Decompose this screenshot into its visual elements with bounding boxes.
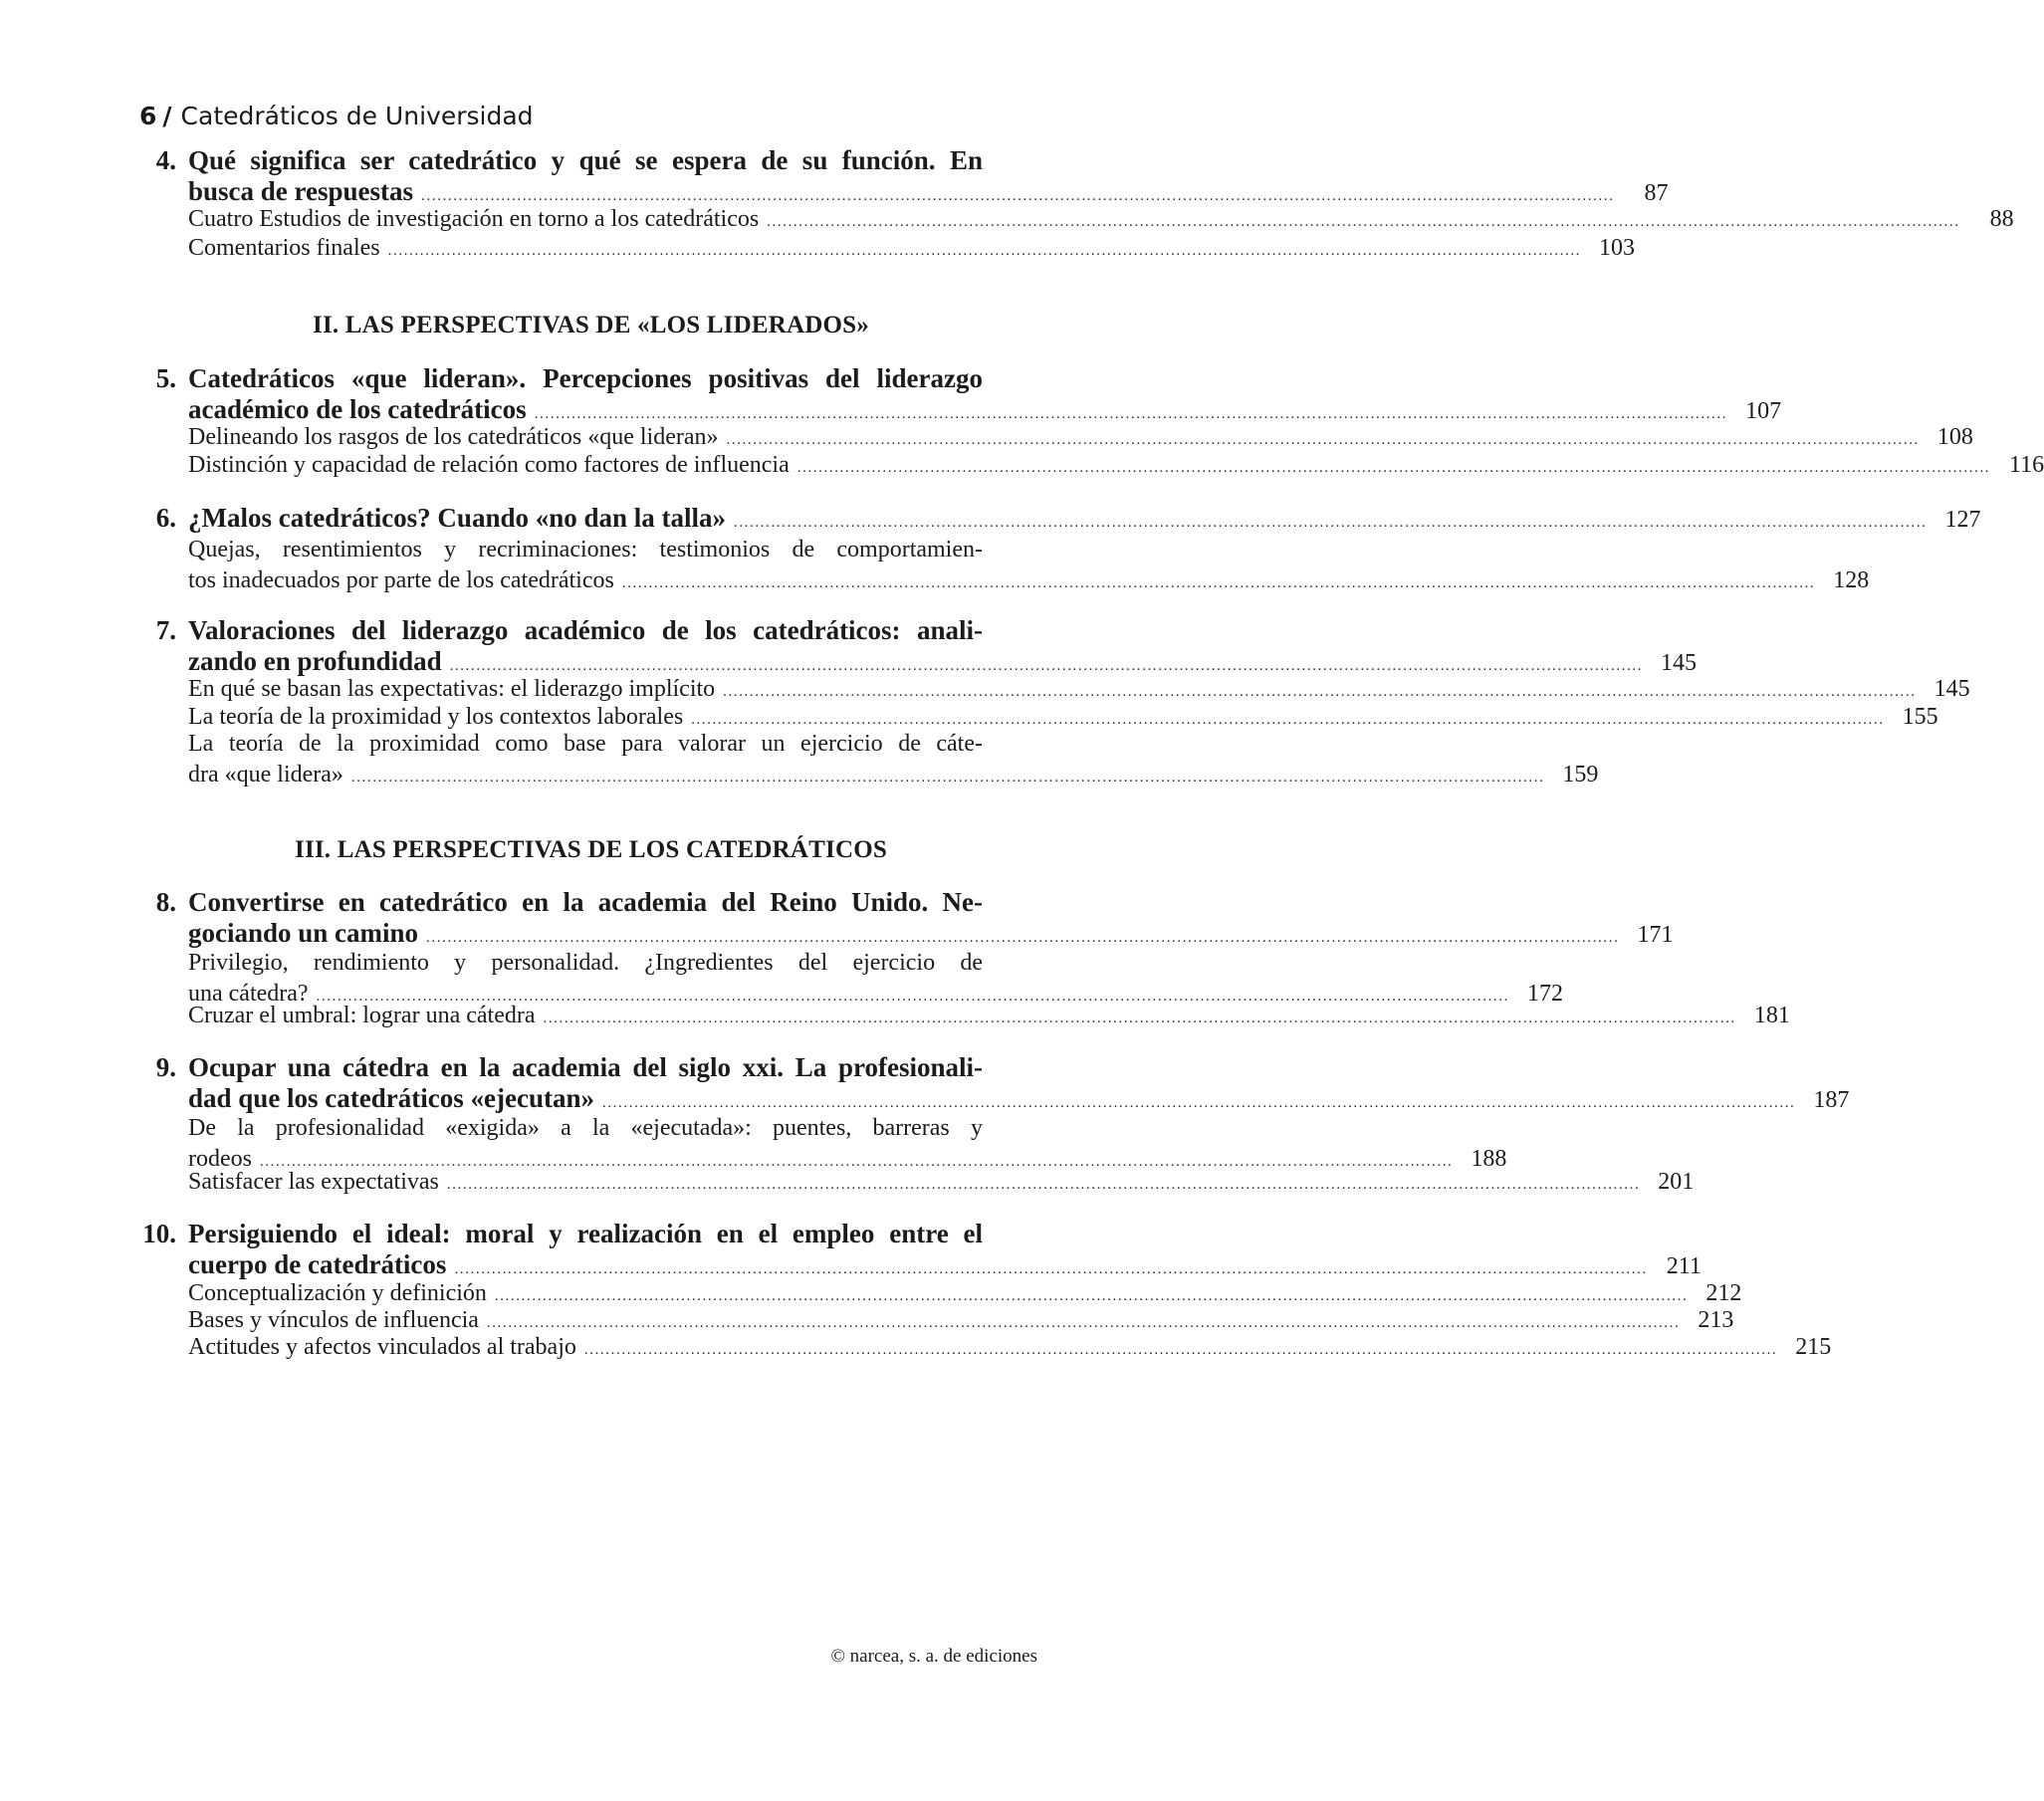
dot-leader: ................................................................................................................................................................................................................................ [767,214,1960,230]
chapter-page: 211 [1666,1253,1702,1279]
dot-leader: ................................................................................................................................................................................................................................ [621,575,1816,591]
subsection-title: dra «que lidera» [188,762,343,788]
subsection-title-line: De la profesionalidad «exigida» a la «ejecutada»: puentes, barreras y [188,1115,983,1141]
chapter-page: 145 [1661,650,1698,676]
subsection-title: Cruzar el umbral: lograr una cátedra [188,1003,536,1028]
subsection-title: una cátedra? [188,981,309,1007]
toc-subsection[interactable] [188,450,2044,484]
dot-leader: ................................................................................................................................................................................................................................ [601,1095,1796,1111]
page-number: 6 [139,102,157,130]
subsection-page: 128 [1833,567,1870,593]
dot-leader: ................................................................................................................................................................................................................................ [726,432,1920,448]
subsection-page: 212 [1705,1280,1742,1306]
dot-leader: ................................................................................................................................................................................................................................ [734,515,1928,531]
subsection-page: 159 [1562,762,1599,788]
subsection-title: Cuatro Estudios de investigación en torno a los catedráticos [188,206,760,232]
chapter-title-line: Valoraciones del liderazgo académico de los catedráticos: anali- [188,615,983,645]
subsection-title: En qué se basan las expectativas: el liderazgo implícito [188,676,716,702]
subsection-title: Distinción y capacidad de relación como factores de influencia [188,452,790,478]
chapter-number: 7. [155,615,176,645]
chapter-title-end: ¿Malos catedráticos? Cuando «no dan la talla» [188,503,727,533]
subsection-page: 172 [1526,981,1563,1007]
subsection-page: 215 [1795,1334,1832,1360]
chapter-title-end: zando en profundidad [188,646,442,676]
chapter-number: 9. [155,1052,176,1082]
subsection-page: 108 [1936,424,1973,450]
subsection-title: La teoría de la proximidad y los contextos laborales [188,704,684,730]
toc-subsection[interactable] [188,1001,1790,1034]
header-separator: / [162,102,172,130]
subsection-page: 188 [1471,1146,1507,1172]
dot-leader: ................................................................................................................................................................................................................................ [486,1315,1681,1331]
chapter-title-end: gociando un camino [188,918,419,948]
dot-leader: ................................................................................................................................................................................................................................ [350,770,1545,786]
toc-subsection[interactable] [188,729,1599,793]
dot-leader: ................................................................................................................................................................................................................................ [426,930,1620,946]
part-heading: II. LAS PERSPECTIVAS DE «LOS LIDERADOS» [313,312,869,338]
subsection-title-line: Quejas, resentimientos y recriminaciones: testimonios de comportamien- [188,537,983,563]
subsection-title: Delineando los rasgos de los catedráticos «que lideran» [188,424,719,450]
copyright-footer: © narcea, s. a. de ediciones [830,1646,1037,1667]
chapter-number: 5. [155,363,176,393]
chapter-page: 171 [1637,922,1674,948]
subsection-page: 155 [1902,704,1938,730]
chapter-number: 10. [142,1219,176,1248]
toc-subsection[interactable] [188,1332,1832,1366]
chapter-number: 4. [155,145,176,175]
dot-leader: ................................................................................................................................................................................................................................ [446,1177,1641,1193]
chapter-title-end: cuerpo de catedráticos [188,1249,447,1279]
subsection-title: Comentarios finales [188,235,380,261]
toc-subsection[interactable] [188,233,1636,267]
subsection-title: Bases y vínculos de influencia [188,1307,479,1333]
subsection-title: tos inadecuados por parte de los catedráticos [188,567,614,593]
toc-subsection[interactable] [188,1167,1695,1201]
chapter-page: 107 [1745,398,1782,424]
running-header [139,98,534,135]
chapter-page: 87 [1644,180,1669,206]
toc-subsection[interactable] [188,535,1870,599]
subsection-title-line: Privilegio, rendimiento y personalidad. ¿Ingredientes del ejercicio de [188,950,983,976]
chapter-title-line: Ocupar una cátedra en la academia del siglo xxi. La profesionali- [188,1052,983,1082]
chapter-title-end: académico de los catedráticos [188,394,527,424]
subsection-page: 181 [1753,1003,1790,1028]
chapter-title-end: busca de respuestas [188,176,414,206]
dot-leader: ................................................................................................................................................................................................................................ [543,1011,1736,1026]
subsection-title: Actitudes y afectos vinculados al trabajo [188,1334,576,1360]
subsection-title: Conceptualización y definición [188,1280,487,1306]
subsection-page: 201 [1658,1169,1695,1195]
subsection-page: 145 [1933,676,1970,702]
chapter-title-line: Persiguiendo el ideal: moral y realización en el empleo entre el [188,1219,983,1248]
subsection-title-line: La teoría de la proximidad como base para valorar un ejercicio de cáte- [188,731,983,757]
subsection-page: 103 [1599,235,1636,261]
chapter-title-line: Qué significa ser catedrático y qué se espera de su función. En [188,145,983,175]
dot-leader: ................................................................................................................................................................................................................................ [723,684,1917,700]
dot-leader: ................................................................................................................................................................................................................................ [449,658,1644,674]
dot-leader: ................................................................................................................................................................................................................................ [454,1261,1648,1277]
chapter-number: 6. [155,503,176,533]
dot-leader: ................................................................................................................................................................................................................................ [534,406,1728,422]
dot-leader: ................................................................................................................................................................................................................................ [387,243,1582,259]
dot-leader: ................................................................................................................................................................................................................................ [494,1288,1689,1304]
dot-leader: ................................................................................................................................................................................................................................ [796,460,1991,476]
dot-leader: ................................................................................................................................................................................................................................ [259,1154,1454,1170]
part-heading: III. LAS PERSPECTIVAS DE LOS CATEDRÁTICOS [295,836,887,863]
chapter-number: 8. [155,887,176,917]
book-title: Catedráticos de Universidad [180,102,534,130]
subsection-page: 88 [1989,206,2014,232]
chapter-page: 187 [1813,1087,1850,1113]
chapter-title-line: Convertirse en catedrático en la academia del Reino Unido. Ne- [188,887,983,917]
chapter-page: 127 [1944,507,1981,533]
chapter-title-line: Catedráticos «que lideran». Percepciones positivas del liderazgo [188,363,983,393]
subsection-title: Satisfacer las expectativas [188,1169,439,1195]
dot-leader: ................................................................................................................................................................................................................................ [421,188,1615,204]
chapter-title-end: dad que los catedráticos «ejecutan» [188,1083,594,1113]
dot-leader: ................................................................................................................................................................................................................................ [316,989,1509,1005]
dot-leader: ................................................................................................................................................................................................................................ [691,712,1885,728]
subsection-page: 213 [1698,1307,1734,1333]
subsection-title: rodeos [188,1146,252,1172]
subsection-page: 116 [2009,452,2044,478]
dot-leader: ................................................................................................................................................................................................................................ [583,1342,1778,1358]
